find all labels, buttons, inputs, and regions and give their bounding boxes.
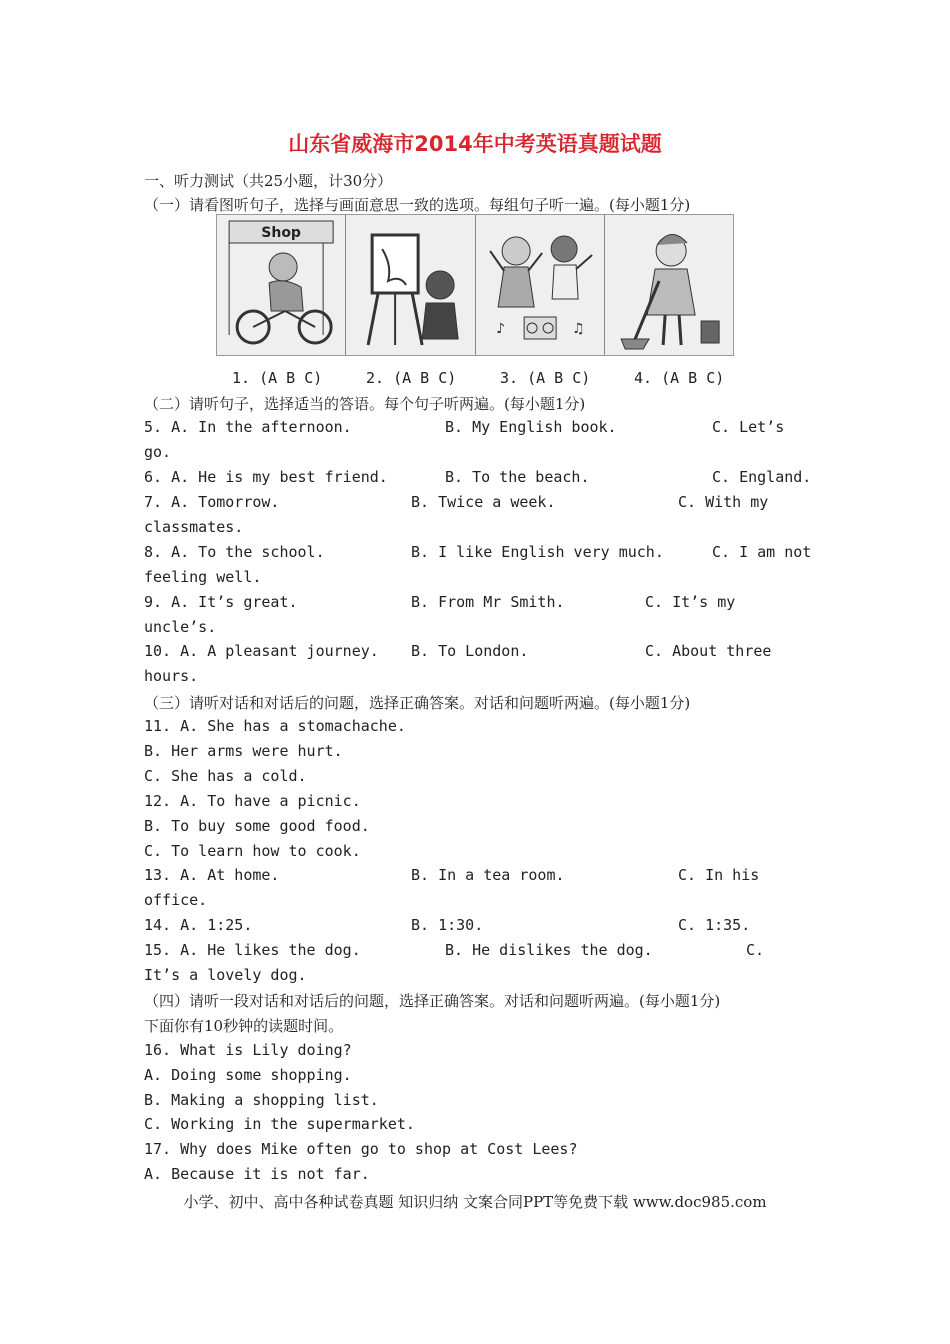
q16-question: 16. What is Lily doing?	[144, 1041, 352, 1059]
q10-option-b: B. To London.	[411, 642, 529, 660]
q17-question: 17. Why does Mike often go to shop at Cost Lees?	[144, 1140, 578, 1158]
q14-option-a: 14. A. 1:25.	[144, 916, 253, 934]
picture-label-1: 1. (A B C)	[232, 369, 323, 387]
q7-option-c: C. With my	[678, 493, 769, 511]
q5-option-a: 5. A. In the afternoon.	[144, 418, 352, 436]
q10-option-a: 10. A. A pleasant journey.	[144, 642, 379, 660]
part3-instruction: （三）请听对话和对话后的问题，选择正确答案。对话和问题听两遍。(每小题1分)	[144, 694, 691, 712]
q5-option-c: C. Let’s	[712, 418, 785, 436]
picture-label-4: 4. (A B C)	[634, 369, 725, 387]
q8-option-a: 8. A. To the school.	[144, 543, 325, 561]
part4-instruction: （四）请听一段对话和对话后的问题，选择正确答案。对话和问题听两遍。(每小题1分)	[144, 992, 721, 1010]
q17-option-a: A. Because it is not far.	[144, 1165, 370, 1183]
q15-option-a: 15. A. He likes the dog.	[144, 941, 361, 959]
q10-continuation: hours.	[144, 667, 199, 685]
q8-continuation: feeling well.	[144, 568, 262, 586]
q7-option-a: 7. A. Tomorrow.	[144, 493, 280, 511]
q15-option-c: C.	[746, 941, 765, 959]
picture-2-painting	[346, 215, 475, 355]
q16-option-c: C. Working in the supermarket.	[144, 1115, 415, 1133]
q6-option-c: C. England.	[712, 468, 812, 486]
svg-text:♪: ♪	[495, 321, 505, 337]
q15-continuation: It’s a lovely dog.	[144, 966, 307, 984]
q12-option-a: 12. A. To have a picnic.	[144, 792, 361, 810]
q16-option-a: A. Doing some shopping.	[144, 1066, 352, 1084]
q15-option-b: B. He dislikes the dog.	[445, 941, 653, 959]
q8-option-c: C. I am not	[712, 543, 812, 561]
page-title: 山东省威海市2014年中考英语真题试题	[288, 132, 662, 156]
q13-option-c: C. In his	[678, 866, 760, 884]
q16-option-b: B. Making a shopping list.	[144, 1091, 379, 1109]
q11-option-b: B. Her arms were hurt.	[144, 742, 343, 760]
q10-option-c: C. About three	[645, 642, 772, 660]
picture-label-3: 3. (A B C)	[500, 369, 591, 387]
picture-labels	[232, 369, 732, 389]
q12-option-c: C. To learn how to cook.	[144, 842, 361, 860]
picture-4-sweeping	[605, 215, 733, 355]
svg-text:♫: ♫	[571, 321, 585, 337]
section-heading: 一、听力测试（共25小题，计30分）	[144, 172, 393, 190]
q9-option-b: B. From Mr Smith.	[411, 593, 565, 611]
part4-note: 下面你有10秒钟的读题时间。	[144, 1017, 344, 1035]
shop-sign: Shop	[261, 225, 301, 241]
q9-continuation: uncle’s.	[144, 618, 217, 636]
q11-option-c: C. She has a cold.	[144, 767, 307, 785]
picture-3-dancing	[476, 215, 605, 355]
q8-option-b: B. I like English very much.	[411, 543, 664, 561]
part1-instruction: （一）请看图听句子，选择与画面意思一致的选项。每组句子听一遍。(每小题1分)	[144, 196, 691, 214]
q13-option-b: B. In a tea room.	[411, 866, 565, 884]
q7-option-b: B. Twice a week.	[411, 493, 556, 511]
q7-continuation: classmates.	[144, 518, 244, 536]
q6-option-b: B. To the beach.	[445, 468, 590, 486]
part2-instruction: （二）请听句子，选择适当的答语。每个句子听两遍。(每小题1分)	[144, 395, 586, 413]
q12-option-b: B. To buy some good food.	[144, 817, 370, 835]
q6-option-a: 6. A. He is my best friend.	[144, 468, 388, 486]
q11-option-a: 11. A. She has a stomachache.	[144, 717, 406, 735]
footer-banner: 小学、初中、高中各种试卷真题 知识归纳 文案合同PPT等免费下载 www.doc985.com	[183, 1193, 767, 1211]
q14-option-b: B. 1:30.	[411, 916, 484, 934]
q5-option-b: B. My English book.	[445, 418, 617, 436]
picture-strip	[216, 214, 734, 356]
q9-option-a: 9. A. It’s great.	[144, 593, 298, 611]
q13-option-a: 13. A. At home.	[144, 866, 280, 884]
q5-continuation: go.	[144, 443, 172, 461]
q13-continuation: office.	[144, 891, 208, 909]
picture-label-2: 2. (A B C)	[366, 369, 457, 387]
picture-1-bicycle-shop	[217, 215, 346, 355]
q9-option-c: C. It’s my	[645, 593, 736, 611]
q14-option-c: C. 1:35.	[678, 916, 751, 934]
